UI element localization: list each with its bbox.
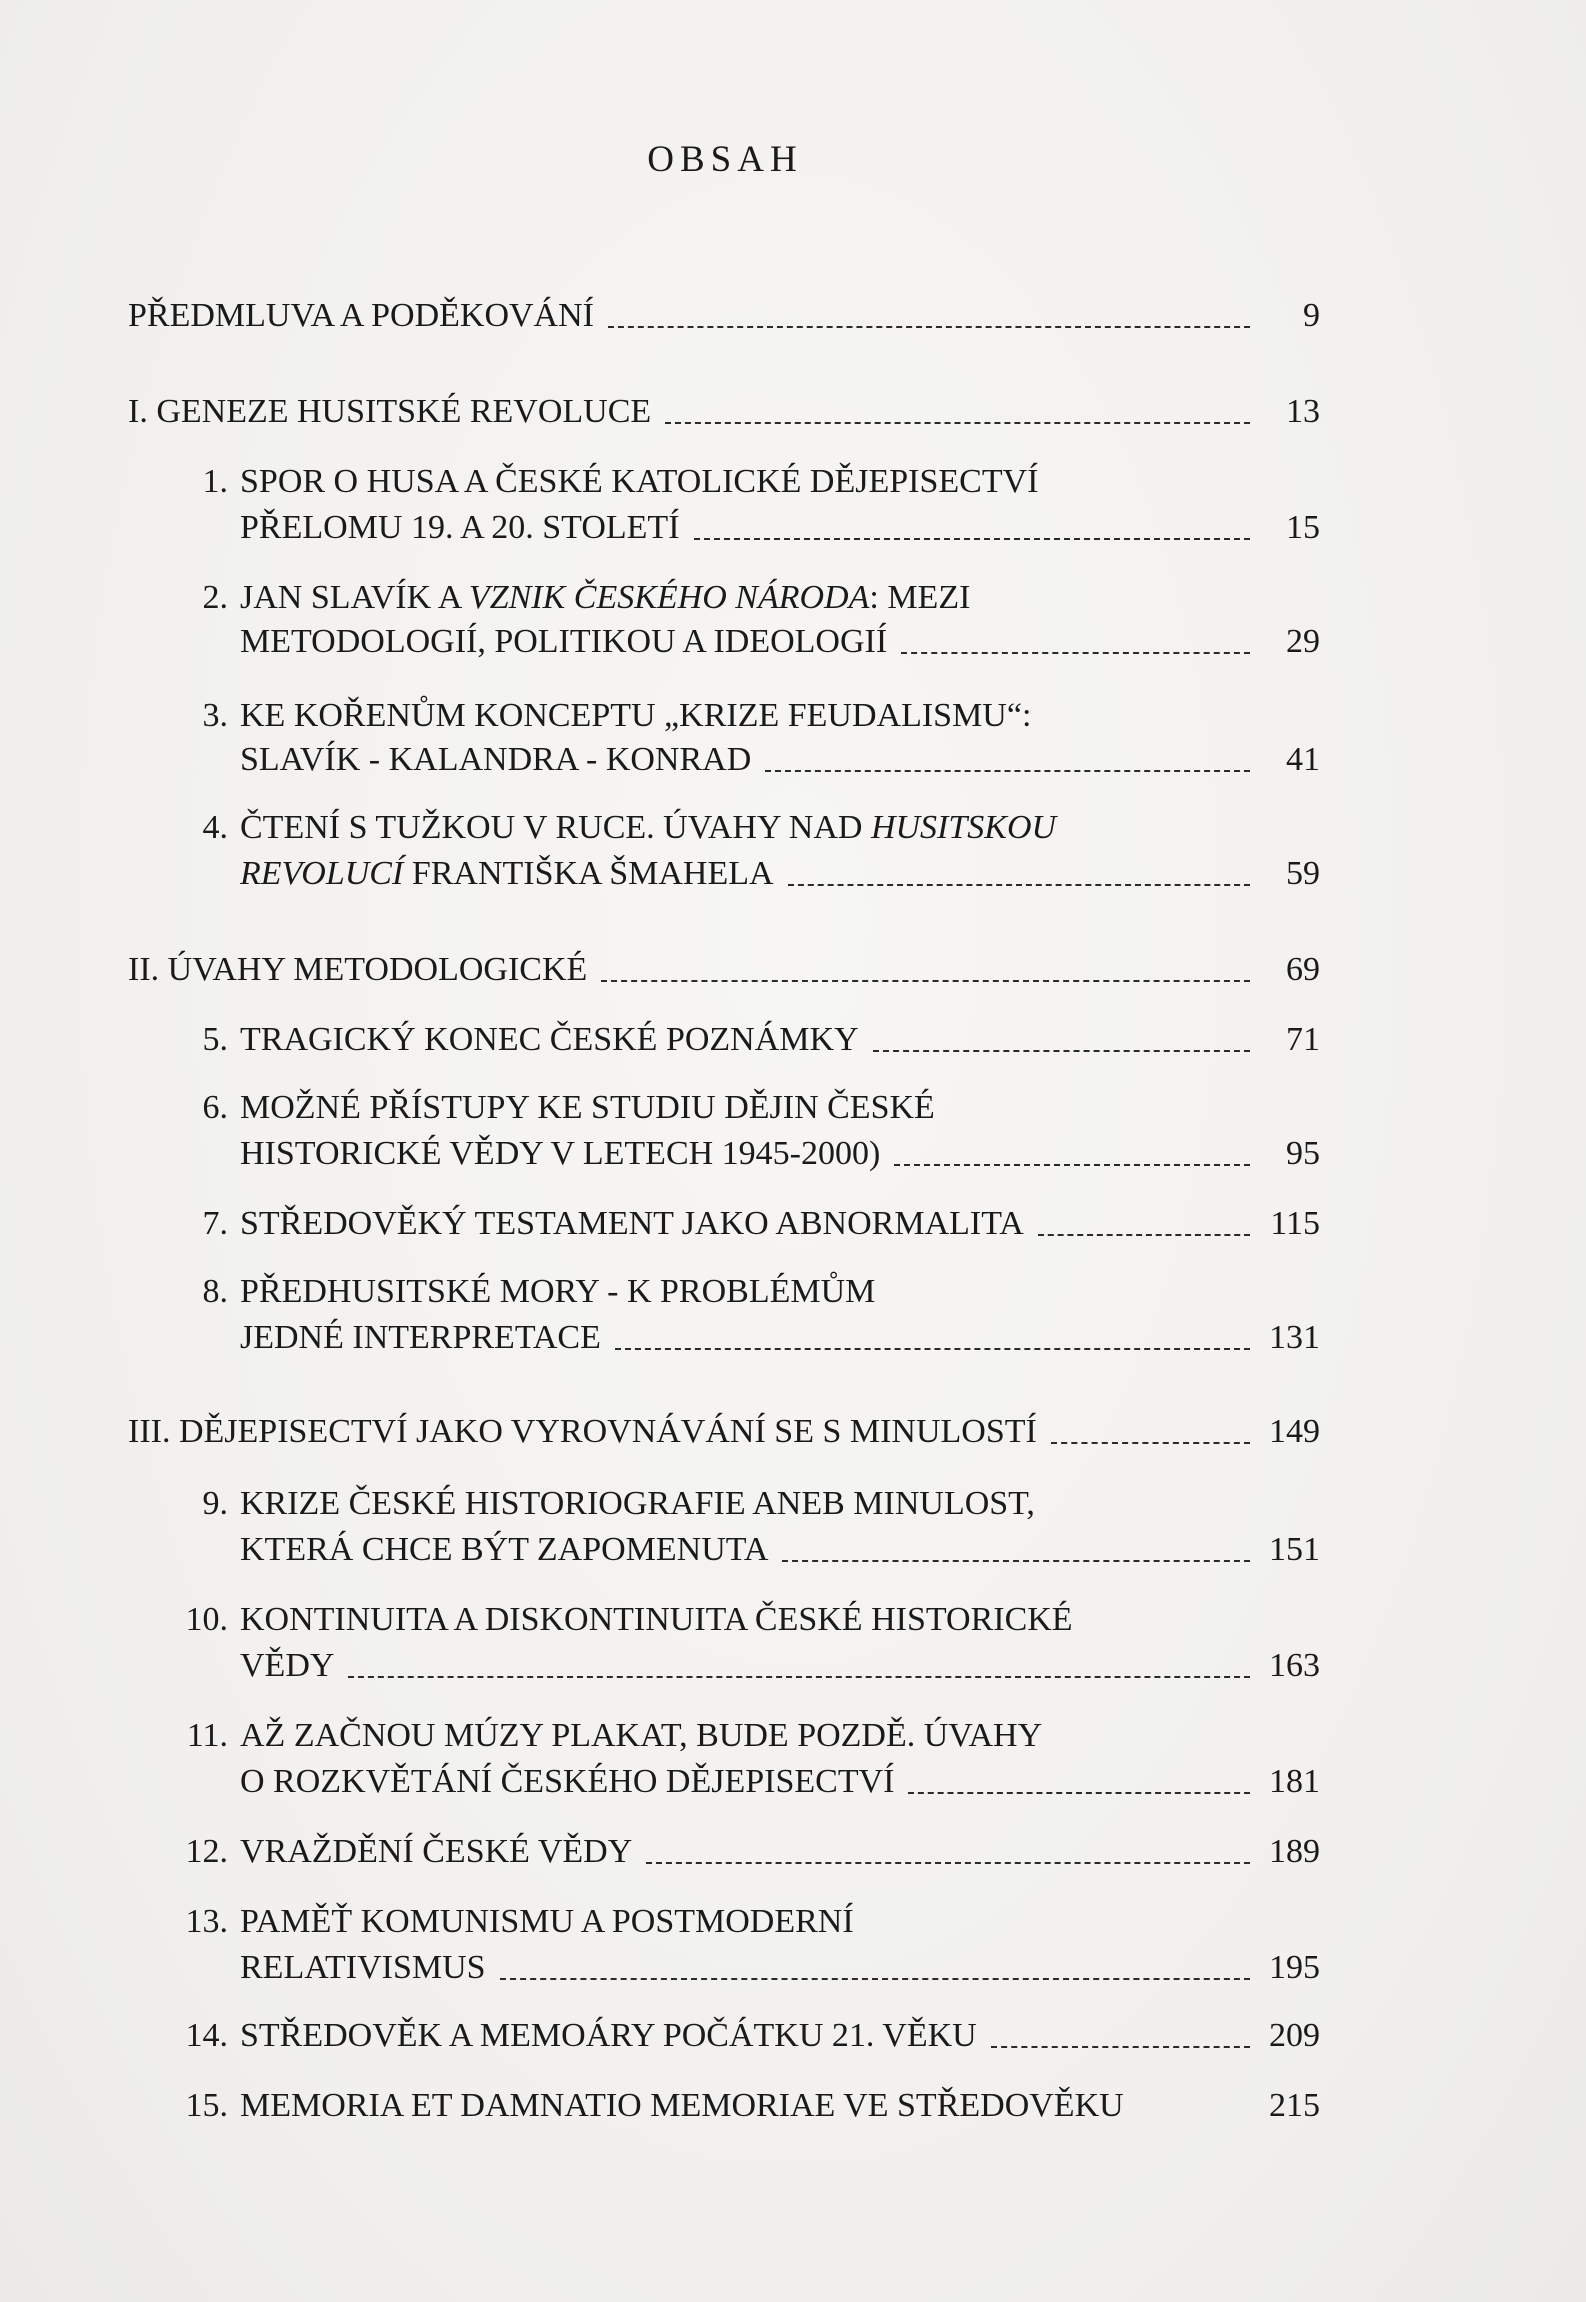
chapter-title-line1: AŽ ZAČNOU MÚZY PLAKAT, BUDE POZDĚ. ÚVAHY	[240, 1717, 1043, 1754]
toc-entry-ch2	[240, 620, 1320, 664]
dot-leader	[782, 1560, 1250, 1562]
chapter-number: 7.	[202, 1205, 228, 1242]
chapter-title-line1: KE KOŘENŮM KONCEPTU „KRIZE FEUDALISMU“:	[240, 697, 1032, 734]
dot-leader	[1051, 1442, 1250, 1444]
dot-leader	[601, 980, 1250, 982]
chapter-title-line1	[240, 806, 1056, 850]
chapter-number: 9.	[202, 1485, 228, 1522]
chapter-title-line1: PŘEDHUSITSKÉ MORY - K PROBLÉMŮM	[240, 1273, 876, 1310]
dot-leader	[908, 1792, 1250, 1794]
title-part: FRANTIŠKA ŠMAHELA	[403, 855, 774, 892]
title-part: JAN SLAVÍK A	[240, 579, 469, 616]
part-label: II. ÚVAHY METODOLOGICKÉ	[128, 951, 588, 988]
toc-entry-ch5	[240, 1018, 1320, 1062]
page-number: 189	[1269, 1833, 1320, 1870]
chapter-title-line2: RELATIVISMUS	[240, 1949, 486, 1986]
chapter-number: 4.	[202, 809, 228, 846]
chapter-title-line1: SPOR O HUSA A ČESKÉ KATOLICKÉ DĚJEPISECTVÍ	[240, 463, 1039, 500]
chapter-title-line1	[240, 576, 970, 620]
dot-leader	[991, 2046, 1250, 2048]
dot-leader	[765, 770, 1250, 772]
entry-label: PŘEDMLUVA A PODĚKOVÁNÍ	[128, 297, 594, 334]
page-number: 71	[1286, 1021, 1320, 1058]
toc-entry-ch13	[240, 1946, 1320, 1990]
chapter-title: STŘEDOVĚKÝ TESTAMENT JAKO ABNORMALITA	[240, 1205, 1024, 1242]
chapter-number: 13.	[185, 1903, 228, 1940]
page-number: 15	[1286, 509, 1320, 546]
page-number: 151	[1269, 1531, 1320, 1568]
page-number: 163	[1269, 1647, 1320, 1684]
toc-entry-ch12	[240, 1830, 1320, 1874]
toc-entry-foreword	[128, 294, 1320, 338]
dot-leader	[646, 1862, 1250, 1864]
toc-entry-ch3	[240, 738, 1320, 782]
toc-entry-ch1	[240, 506, 1320, 550]
page-number: 9	[1303, 297, 1320, 334]
title-italic-part: REVOLUCÍ	[240, 855, 404, 892]
toc-entry-ch11	[240, 1760, 1320, 1804]
toc-entry-ch8	[240, 1316, 1320, 1360]
dot-leader	[873, 1050, 1250, 1052]
title-italic-part: VZNIK ČESKÉHO NÁRODA	[468, 579, 870, 616]
chapter-title: MEMORIA ET DAMNATIO MEMORIAE VE STŘEDOVĚKU	[240, 2087, 1124, 2124]
page-number: 195	[1269, 1949, 1320, 1986]
chapter-number: 8.	[202, 1273, 228, 1310]
toc-part-3	[128, 1410, 1320, 1454]
page-number: 13	[1286, 393, 1320, 430]
toc-entry-ch15	[240, 2084, 1320, 2128]
page-number: 215	[1269, 2087, 1320, 2124]
title-italic-part: HUSITSKOU	[870, 809, 1057, 846]
toc-entry-ch4	[240, 852, 1320, 896]
chapter-title-line1: KRIZE ČESKÉ HISTORIOGRAFIE ANEB MINULOST,	[240, 1485, 1035, 1522]
page-number: 29	[1286, 623, 1320, 660]
chapter-title-line1: PAMĚŤ KOMUNISMU A POSTMODERNÍ	[240, 1903, 854, 1940]
dot-leader	[788, 884, 1250, 886]
dot-leader	[1038, 1234, 1250, 1236]
dot-leader	[348, 1676, 1250, 1678]
page-number: 59	[1286, 855, 1320, 892]
dot-leader	[615, 1348, 1250, 1350]
chapter-number: 3.	[202, 697, 228, 734]
chapter-title-line2	[240, 852, 774, 896]
dot-leader	[901, 652, 1250, 654]
chapter-title: TRAGICKÝ KONEC ČESKÉ POZNÁMKY	[240, 1021, 859, 1058]
dot-leader	[665, 422, 1250, 424]
chapter-number: 11.	[186, 1717, 228, 1754]
toc-part-1	[128, 390, 1320, 434]
chapter-title-line2: JEDNÉ INTERPRETACE	[240, 1319, 601, 1356]
chapter-number: 14.	[185, 2017, 228, 2054]
toc-entry-ch14	[240, 2014, 1320, 2058]
chapter-number: 1.	[202, 463, 228, 500]
chapter-title-line2: SLAVÍK - KALANDRA - KONRAD	[240, 741, 752, 778]
toc-entry-ch7	[240, 1202, 1320, 1246]
chapter-title-line2: PŘELOMU 19. A 20. STOLETÍ	[240, 509, 680, 546]
page-number: 41	[1286, 741, 1320, 778]
chapter-number: 15.	[185, 2087, 228, 2124]
part-label: III. DĚJEPISECTVÍ JAKO VYROVNÁVÁNÍ SE S MINULOSTÍ	[128, 1413, 1037, 1450]
page-number: 181	[1269, 1763, 1320, 1800]
chapter-number: 2.	[202, 579, 228, 616]
dot-leader	[694, 538, 1250, 540]
chapter-title-line1: KONTINUITA A DISKONTINUITA ČESKÉ HISTORICKÉ	[240, 1601, 1073, 1638]
dot-leader	[500, 1978, 1250, 1980]
page-number: 209	[1269, 2017, 1320, 2054]
toc-entry-ch10	[240, 1644, 1320, 1688]
toc-part-2	[128, 948, 1320, 992]
toc-entry-ch6	[240, 1132, 1320, 1176]
chapter-title-line2: HISTORICKÉ VĚDY V LETECH 1945-2000)	[240, 1135, 881, 1172]
chapter-title-line2: O ROZKVĚTÁNÍ ČESKÉHO DĚJEPISECTVÍ	[240, 1763, 895, 1800]
chapter-title-line2: METODOLOGIÍ, POLITIKOU A IDEOLOGIÍ	[240, 623, 888, 660]
page-title: OBSAH	[647, 139, 803, 180]
dot-leader	[894, 1164, 1250, 1166]
part-label: I. GENEZE HUSITSKÉ REVOLUCE	[128, 393, 652, 430]
page-number: 69	[1286, 951, 1320, 988]
chapter-number: 12.	[185, 1833, 228, 1870]
page-number: 149	[1269, 1413, 1320, 1450]
dot-leader	[608, 326, 1250, 328]
chapter-number: 6.	[202, 1089, 228, 1126]
chapter-title-line2: VĚDY	[240, 1647, 335, 1684]
page-number: 95	[1286, 1135, 1320, 1172]
chapter-number: 5.	[202, 1021, 228, 1058]
chapter-number: 10.	[185, 1601, 228, 1638]
chapter-title: VRAŽDĚNÍ ČESKÉ VĚDY	[240, 1833, 633, 1870]
title-part: : MEZI	[869, 579, 971, 616]
page-number: 115	[1270, 1205, 1320, 1242]
title-part: ČTENÍ S TUŽKOU V RUCE. ÚVAHY NAD	[240, 809, 871, 846]
chapter-title-line1: MOŽNÉ PŘÍSTUPY KE STUDIU DĚJIN ČESKÉ	[240, 1089, 935, 1126]
page-number: 131	[1269, 1319, 1320, 1356]
toc-entry-ch9	[240, 1528, 1320, 1572]
chapter-title: STŘEDOVĚK A MEMOÁRY POČÁTKU 21. VĚKU	[240, 2017, 977, 2054]
chapter-title-line2: KTERÁ CHCE BÝT ZAPOMENUTA	[240, 1531, 769, 1568]
